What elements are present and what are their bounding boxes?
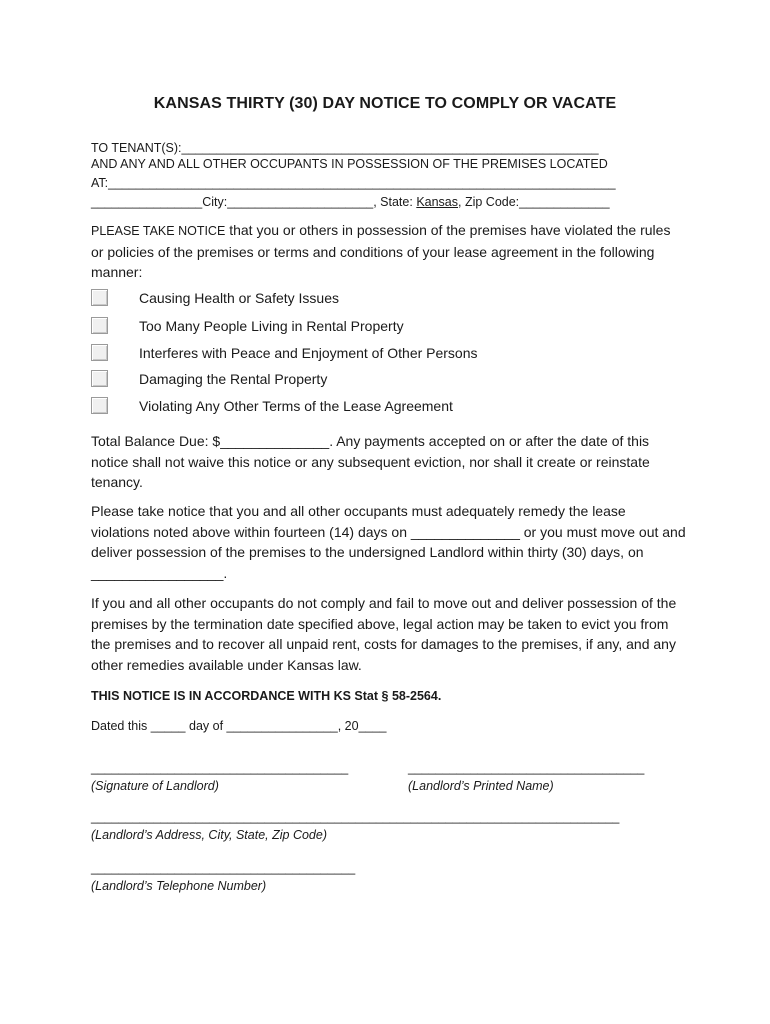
tenant-line[interactable]: TO TENANT(S):____________________________________________________________ xyxy=(91,141,599,155)
checkbox[interactable] xyxy=(91,289,108,306)
checkbox[interactable] xyxy=(91,344,108,361)
landlord-printed-name-caption: (Landlord’s Printed Name) xyxy=(408,779,554,793)
landlord-signature-caption: (Signature of Landlord) xyxy=(91,779,219,793)
city-field[interactable]: ________________City:_____________________, State: xyxy=(91,195,417,209)
dated-line[interactable]: Dated this _____ day of ________________, 20____ xyxy=(91,719,387,733)
zip-field[interactable]: , Zip Code:_____________ xyxy=(458,195,610,209)
remedy-paragraph xyxy=(91,501,686,583)
address-at-line[interactable]: AT:_________________________________________________________________________ xyxy=(91,176,616,190)
violation-label: Interferes with Peace and Enjoyment of Other Persons xyxy=(139,345,478,361)
document-title: KANSAS THIRTY (30) DAY NOTICE TO COMPLY OR VACATE xyxy=(153,95,617,112)
checkbox[interactable] xyxy=(91,317,108,334)
landlord-phone-caption: (Landlord’s Telephone Number) xyxy=(91,879,267,893)
violation-label: Violating Any Other Terms of the Lease Agreement xyxy=(139,398,453,414)
landlord-signature-line[interactable]: _____________________________________ xyxy=(91,761,349,775)
checkbox[interactable] xyxy=(91,370,108,387)
landlord-printed-name-line[interactable]: __________________________________ xyxy=(408,761,645,775)
notice-body: that you or others in possession of the premises have violated the rules or policies of the premises or terms and conditions of your lease agreement in the following manner: xyxy=(91,222,671,280)
landlord-phone-line[interactable]: ______________________________________ xyxy=(91,861,356,875)
balance-text: Total Balance Due: $______________. Any payments accepted on or after the date of this notice shall not waive this notice or any subsequent eviction, nor shall it create or reinstate tenancy. xyxy=(91,433,650,490)
violation-label: Damaging the Rental Property xyxy=(139,371,328,387)
notice-lead: PLEASE TAKE NOTICE xyxy=(91,224,226,238)
remedy-text: Please take notice that you and all other occupants must adequately remedy the lease violations noted above within fourteen (14) days on ______________ or you must move out and deliver possession of the premises to the undersigned Landlord within thirty (30) days, on _________________. xyxy=(91,503,686,581)
state-value: Kansas xyxy=(416,195,459,209)
city-state-zip-line[interactable] xyxy=(91,195,610,209)
notice-paragraph xyxy=(91,220,686,283)
violation-label: Causing Health or Safety Issues xyxy=(139,290,339,306)
occupants-line: AND ANY AND ALL OTHER OCCUPANTS IN POSSESSION OF THE PREMISES LOCATED xyxy=(91,157,608,171)
checkbox[interactable] xyxy=(91,397,108,414)
balance-paragraph xyxy=(91,431,686,493)
legal-text: If you and all other occupants do not comply and fail to move out and deliver possession of the premises by the termination date specified above, legal action may be taken to evict you from the premises and to recover all unpaid rent, costs for damages to the premises, if any, and any other remedies available under Kansas law. xyxy=(91,595,677,673)
landlord-address-caption: (Landlord’s Address, City, State, Zip Code) xyxy=(91,828,327,842)
landlord-address-line[interactable]: ____________________________________________________________________________ xyxy=(91,810,620,824)
violation-label: Too Many People Living in Rental Property xyxy=(139,318,404,334)
statute-line: THIS NOTICE IS IN ACCORDANCE WITH KS Stat § 58-2564. xyxy=(91,689,442,703)
legal-paragraph xyxy=(91,593,686,675)
